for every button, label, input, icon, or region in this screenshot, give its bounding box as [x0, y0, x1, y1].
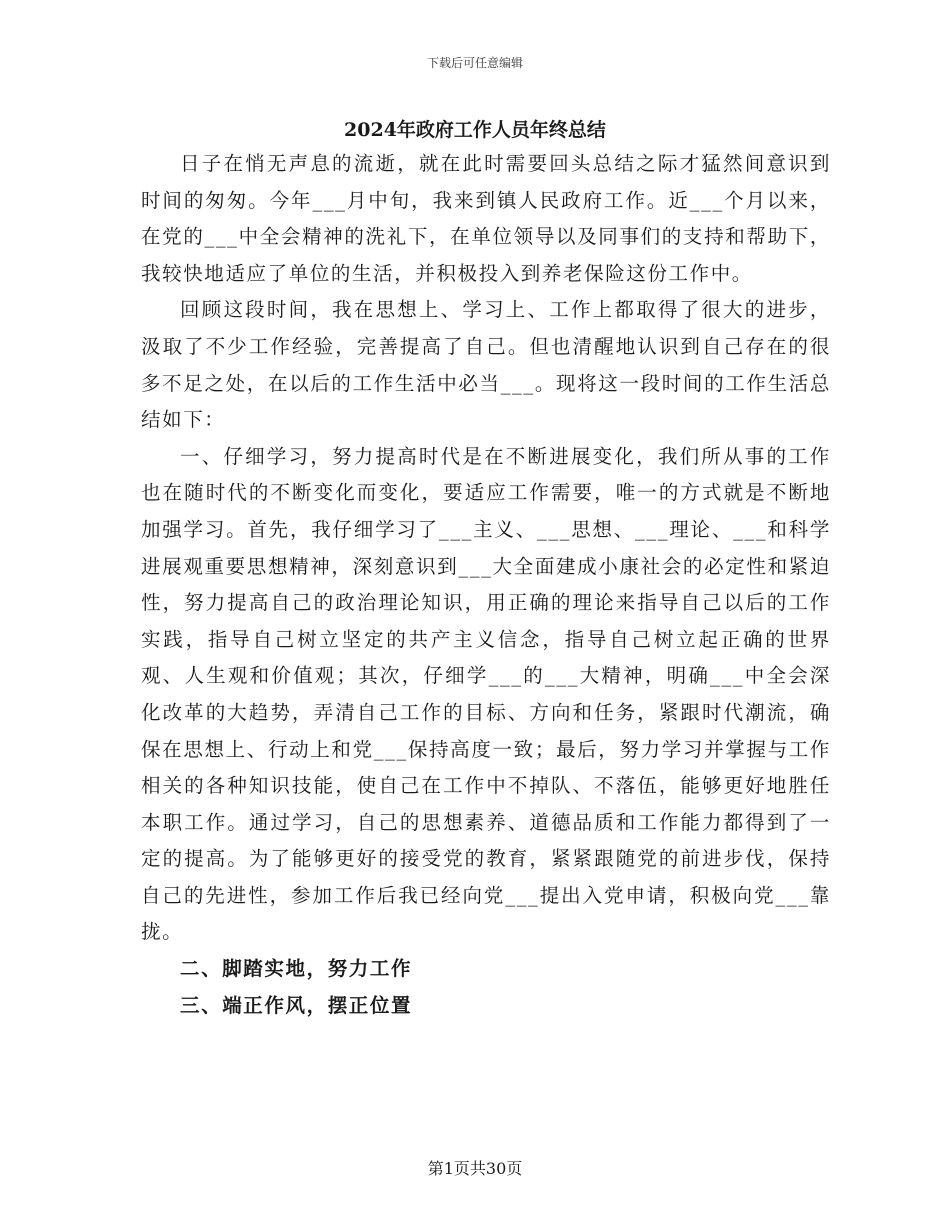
paragraph-intro: 日子在悄无声息的流逝，就在此时需要回头总结之际才猛然间意识到时间的匆匆。今年___月中旬，我来到镇人民政府工作。近___个月以来，在党的___中全会精神的洗礼下，在单位领导以及同事们的支持和帮助下，我较快地适应了单位的生活，并积极投入到养老保险这份工作中。 — [141, 152, 831, 285]
document-body — [141, 146, 831, 1024]
paragraph-review: 回顾这段时间，我在思想上、学习上、工作上都取得了很大的进步，汲取了不少工作经验，完善提高了自己。但也清醒地认识到自己存在的很多不足之处，在以后的工作生活中必当___。现将这一段时间的工作生活总结如下： — [141, 298, 831, 432]
header-note: 下载后可任意编辑 — [426, 56, 523, 70]
section-heading-conduct: 三、端正作风，摆正位置 — [180, 993, 413, 1017]
page-footer: 第1页共30页 — [427, 1159, 523, 1178]
document-title: 2024年政府工作人员年终总结 — [344, 119, 606, 141]
paragraph-study: 一、仔细学习，努力提高时代是在不断进展变化，我们所从事的工作也在随时代的不断变化而变化，要适应工作需要，唯一的方式就是不断地加强学习。首先，我仔细学习了___主义、___思想、___理论、___和科学进展观重要思想精神，深刻意识到___大全面建成小康社会的必定性和紧迫性，努力提高自己的政治理论知识，用正确的理论来指导自己以后的工作实践，指导自己树立坚定的共产主义信念，指导自己树立起正确的世界观、人生观和价值观；其次，仔细学___的___大精神，明确___中全会深化改革的大趋势，弄清自己工作的目标、方向和任务，紧跟时代潮流，确保在思想上、行动上和党___保持高度一致；最后，努力学习并掌握与工作相关的各种知识技能，使自己在工作中不掉队、不落伍，能够更好地胜任本职工作。通过学习，自己的思想素养、道德品质和工作能力都得到了一定的提高。为了能够更好的接受党的教育，紧紧跟随党的前进步伐，保持自己的先进性，参加工作后我已经向党___提出入党申请，积极向党___靠拢。 — [141, 444, 831, 944]
section-heading-work: 二、脚踏实地，努力工作 — [180, 957, 413, 981]
